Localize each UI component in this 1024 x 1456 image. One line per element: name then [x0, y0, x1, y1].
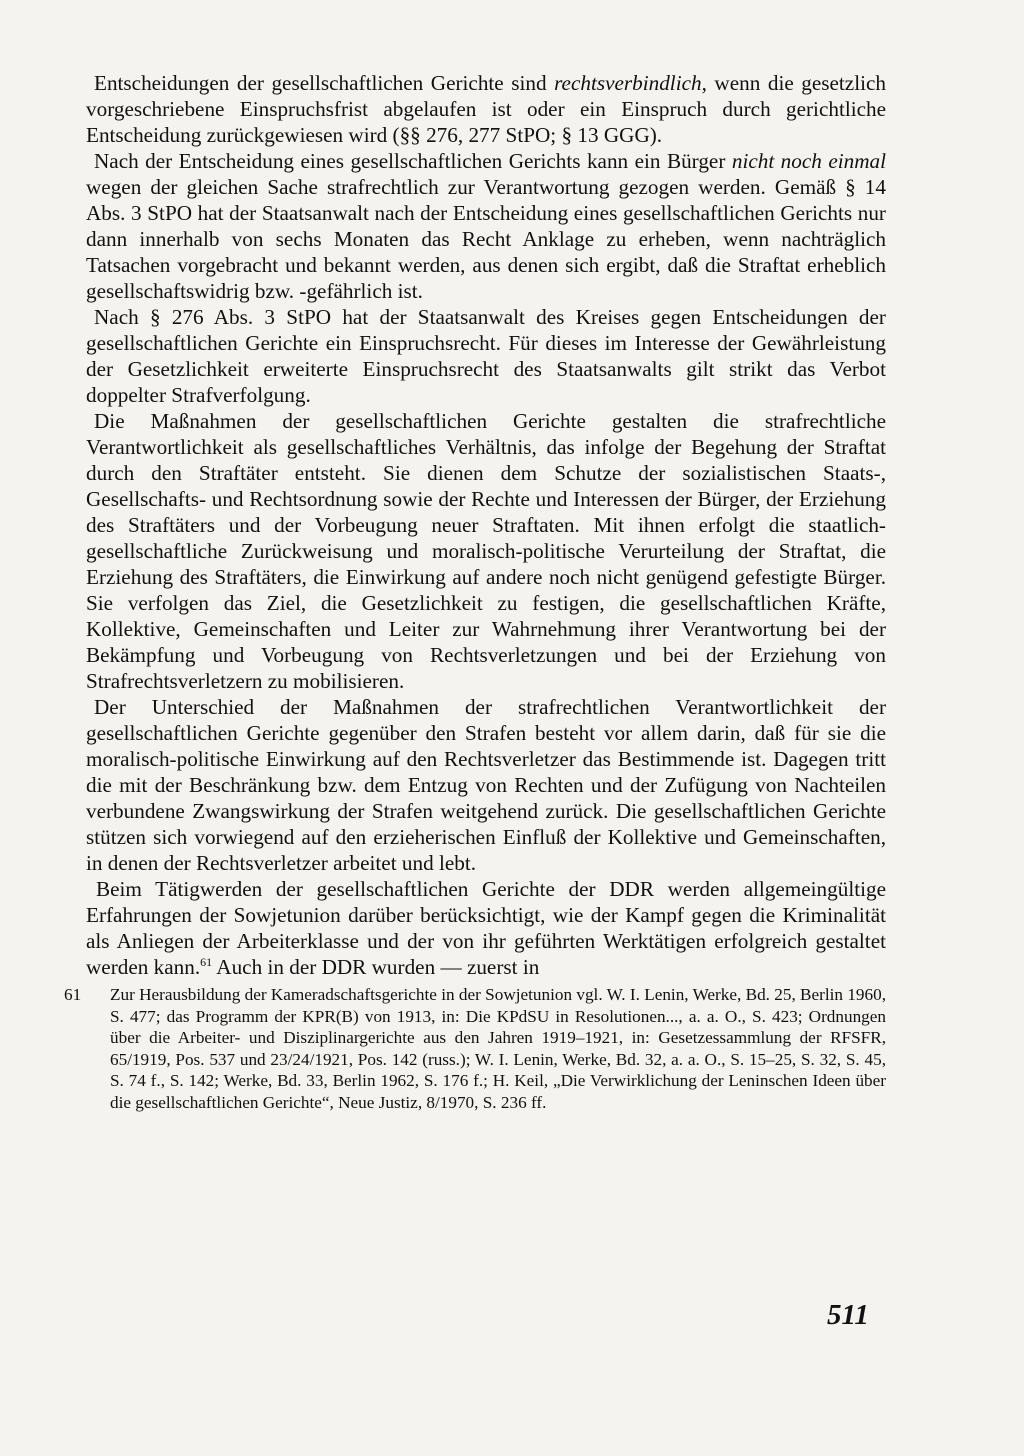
paragraph-text: Die Maßnahmen der gesellschaftlichen Gerichte gestalten die strafrechtliche Verantwortlichkeit als gesellschaftliches Verhältnis, das infolge der Begehung der Straftat durch den Straftäter entsteht. Sie dienen dem Schutze der sozialistischen Staats-, Gesellschafts- und Rechtsordnung sowie der Rechte und Interessen der Bürger, der Erziehung des Straftäters und der Vorbeugung neuer Straftaten. Mit ihnen erfolgt die staatlich-gesellschaftliche Zurückweisung und moralisch-politische Verurteilung der Straftat, die Erziehung des Straftäters, die Einwirkung auf andere noch nicht genügend gefestigte Bürger. Sie verfolgen das Ziel, die Gesetzlichkeit zu festigen, die gesellschaftlichen Kräfte, Kollektive, Gemeinschaften und Leiter zur Wahrnehmung ihrer Verantwortung bei der Bekämpfung und Vorbeugung von Rechtsverletzungen und bei der Erziehung von Strafrechtsverletzern zu mobilisieren. — [86, 409, 886, 693]
footnote-number: 61 — [64, 985, 82, 1004]
body-text — [86, 70, 886, 980]
paragraph — [86, 694, 886, 876]
paragraph — [86, 408, 886, 694]
paragraph-text: Beim Tätigwerden der gesellschaftlichen Gerichte der DDR werden allgemeingültige Erfahrungen der Sowjetunion darüber berücksichtigt, wie der Kampf gegen die Kriminalität als Anliegen der Arbeiterklasse und der von ihr geführten Werktätigen erfolgreich gestaltet werden kann. — [86, 877, 886, 979]
paragraph-text: wegen der gleichen Sache strafrechtlich zur Verantwortung gezogen werden. Gemäß § 14 Abs. 3 StPO hat der Staatsanwalt nach der Entscheidung eines gesellschaftlichen Gerichts nur dann innerhalb von sechs Monaten das Recht Anklage zu erheben, wenn nachträglich Tatsachen vorgebracht und bekannt werden, aus denen sich ergibt, daß die Straftat erheblich gesellschaftswidrig bzw. -gefährlich ist. — [86, 175, 886, 303]
paragraph-text: , wenn die gesetzlich vorgeschriebene Einspruchsfrist abgelaufen ist oder ein Einspruch durch gerichtliche Entscheidung zurückgewiesen wird (§§ 276, 277 StPO; § 13 GGG). — [86, 71, 886, 147]
footnote-61 — [64, 984, 886, 1114]
paragraph — [86, 876, 886, 980]
emphasis-text: nicht noch einmal — [731, 149, 886, 173]
paragraph-text: Der Unterschied der Maßnahmen der strafrechtlichen Verantwortlichkeit der gesellschaftlichen Gerichte gegenüber den Strafen besteht vor allem darin, daß für sie die moralisch-politische Einwirkung auf den Rechtsverletzer das Bestimmende ist. Dagegen tritt die mit der Beschränkung bzw. dem Entzug von Rechten und der Zufügung von Nachteilen verbundene Zwangswirkung der Strafen weitgehend zurück. Die gesellschaftlichen Gerichte stützen sich vorwiegend auf den erzieherischen Einfluß der Kollektive und Gemeinschaften, in denen der Rechtsverletzer arbeitet und lebt. — [86, 695, 886, 875]
emphasis-text: rechtsverbindlich — [554, 71, 702, 95]
paragraph-text: Nach der Entscheidung eines gesellschaftlichen Gerichts kann ein Bürger — [94, 149, 732, 173]
footnote-reference: 61 — [200, 955, 213, 969]
paragraph-text: Auch in der DDR wurden — zuerst in — [212, 955, 540, 979]
footnote-text: Zur Herausbildung der Kameradschaftsgerichte in der Sowjetunion vgl. W. I. Lenin, Werke, Bd. 25, Berlin 1960, S. 477; das Programm der KPR(B) von 1913, in: Die KPdSU in Resolutionen..., a. a. O., S. 423; Ordnungen über die Arbeiter- und Disziplinargerichte aus den Jahren 1919–1921, in: Gesetzessammlung der RFSFR, 65/1919, Pos. 537 und 23/24/1921, Pos. 142 (russ.); W. I. Lenin, Werke, Bd. 32, a. a. O., S. 15–25, S. 32, S. 45, S. 74 f., S. 142; Werke, Bd. 33, Berlin 1962, S. 176 f.; H. Keil, „Die Verwirklichung der Leninschen Ideen über die gesellschaftlichen Gerichte“, Neue Justiz, 8/1970, S. 236 ff. — [110, 985, 886, 1112]
page-body — [64, 70, 886, 1114]
paragraph — [86, 148, 886, 304]
page-number: 511 — [827, 1299, 869, 1331]
paragraph — [86, 304, 886, 408]
paragraph — [86, 70, 886, 148]
paragraph-text: Nach § 276 Abs. 3 StPO hat der Staatsanwalt des Kreises gegen Entscheidungen der gesellschaftlichen Gerichte ein Einspruchsrecht. Für dieses im Interesse der Gewährleistung der Gesetzlichkeit erweiterte Einspruchsrecht des Staatsanwalts gilt strikt das Verbot doppelter Strafverfolgung. — [86, 305, 886, 407]
paragraph-text: Entscheidungen der gesellschaftlichen Gerichte sind — [94, 71, 555, 95]
